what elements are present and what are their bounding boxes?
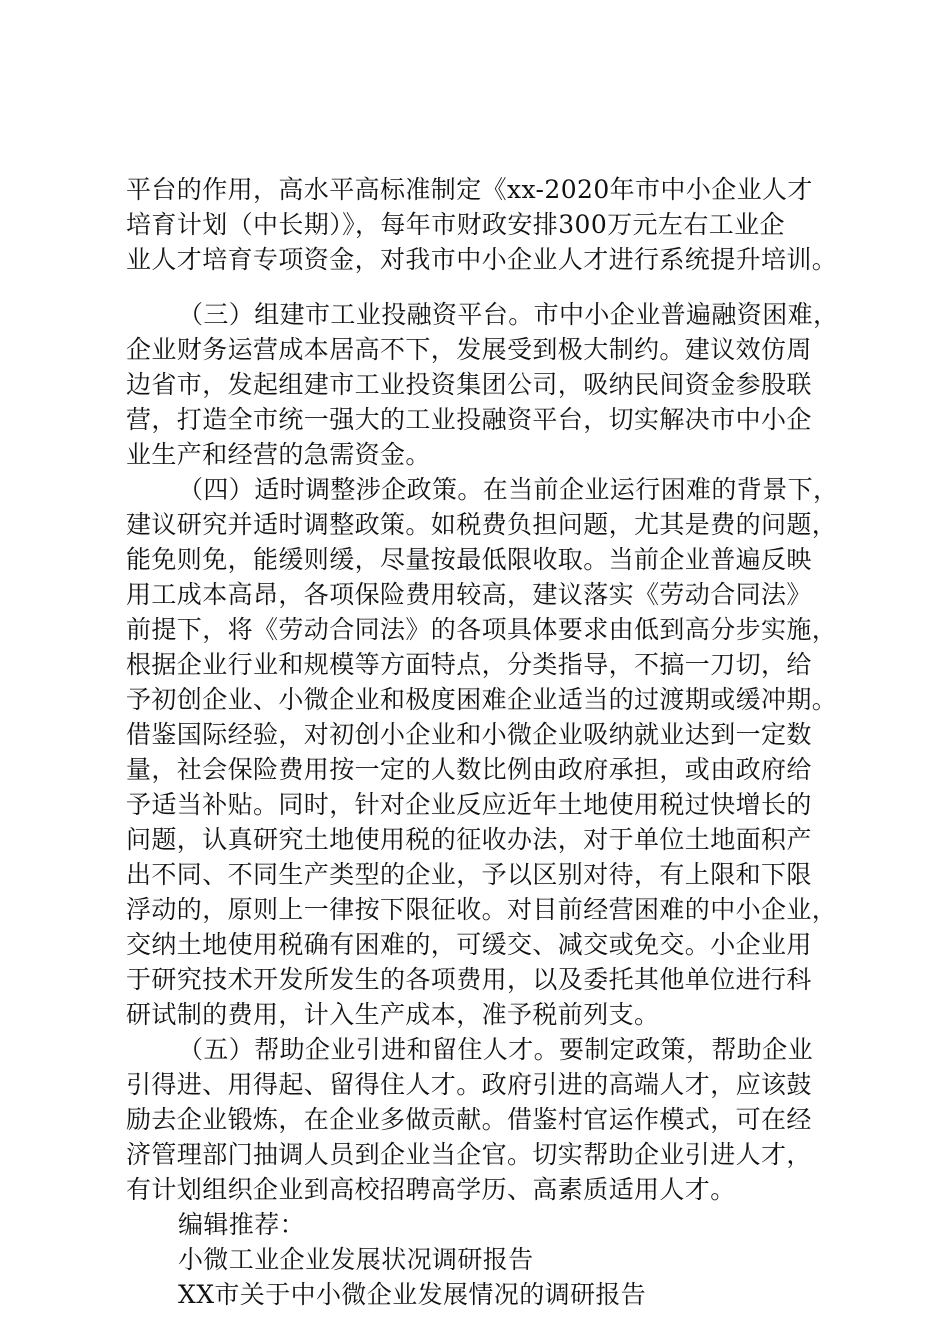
text-line: 企业财务运营成本居高不下，发展受到极大制约。建议效仿周 <box>126 335 812 364</box>
text-line: 浮动的，原则上一律按下限征收。对目前经营困难的中小企业， <box>126 895 838 924</box>
text-line: 予初创企业、小微企业和极度困难企业适当的过渡期或缓冲期。 <box>126 685 838 714</box>
text-line: 济管理部门抽调人员到企业当企官。切实帮助企业引进人才， <box>126 1140 812 1169</box>
text-line: 量，社会保险费用按一定的人数比例由政府承担，或由政府给 <box>126 755 812 784</box>
text-line: 励去企业锻炼，在企业多做贡献。借鉴村官运作模式，可在经 <box>126 1105 812 1134</box>
text-line: 出不同、不同生产类型的企业，予以区别对待，有上限和下限 <box>126 860 812 889</box>
text-line: 能免则免，能缓则缓，尽量按最低限收取。当前企业普遍反映 <box>126 545 812 574</box>
text-line: 业人才培育专项资金，对我市中小企业人才进行系统提升培训。 <box>126 245 838 274</box>
text-line: 研试制的费用，计入生产成本，准予税前列支。 <box>126 1000 660 1029</box>
text-line: 根据企业行业和规模等方面特点，分类指导，不搞一刀切，给 <box>126 650 812 679</box>
text-line: 建议研究并适时调整政策。如税费负担问题，尤其是费的问题， <box>126 510 838 539</box>
text-line: 有计划组织企业到高校招聘高学历、高素质适用人才。 <box>126 1175 736 1204</box>
text-line: 业生产和经营的急需资金。 <box>126 440 431 469</box>
recommend-link[interactable]: 小微工业企业发展状况调研报告 <box>178 1245 534 1274</box>
text-line: （三）组建市工业投融资平台。市中小企业普遍融资困难， <box>178 300 839 329</box>
text-line: 交纳土地使用税确有困难的，可缓交、减交或免交。小企业用 <box>126 930 812 959</box>
text-line: 借鉴国际经验，对初创小企业和小微企业吸纳就业达到一定数 <box>126 720 812 749</box>
text-line: （四）适时调整涉企政策。在当前企业运行困难的背景下， <box>178 475 839 504</box>
recommend-link[interactable]: XX市关于中小微企业发展情况的调研报告 <box>178 1280 647 1309</box>
recommend-heading: 编辑推荐： <box>178 1210 306 1239</box>
text-line: 培育计划（中长期）》，每年市财政安排300万元左右工业企 <box>126 210 785 239</box>
text-line: （五）帮助企业引进和留住人才。要制定政策，帮助企业 <box>178 1035 814 1064</box>
text-line: 前提下，将《劳动合同法》的各项具体要求由低到高分步实施， <box>126 615 838 644</box>
text-line: 用工成本高昂，各项保险费用较高，建议落实《劳动合同法》 <box>126 580 812 609</box>
text-line: 问题，认真研究土地使用税的征收办法，对于单位土地面积产 <box>126 825 812 854</box>
text-line: 平台的作用，高水平高标准制定《xx-2020年市中小企业人才 <box>126 175 813 204</box>
text-line: 予适当补贴。同时，针对企业反应近年土地使用税过快增长的 <box>126 790 812 819</box>
text-line: 边省市，发起组建市工业投资集团公司，吸纳民间资金参股联 <box>126 370 812 399</box>
text-line: 于研究技术开发所发生的各项费用，以及委托其他单位进行科 <box>126 965 812 994</box>
text-line: 营，打造全市统一强大的工业投融资平台，切实解决市中小企 <box>126 405 812 434</box>
text-line: 引得进、用得起、留得住人才。政府引进的高端人才，应该鼓 <box>126 1070 812 1099</box>
